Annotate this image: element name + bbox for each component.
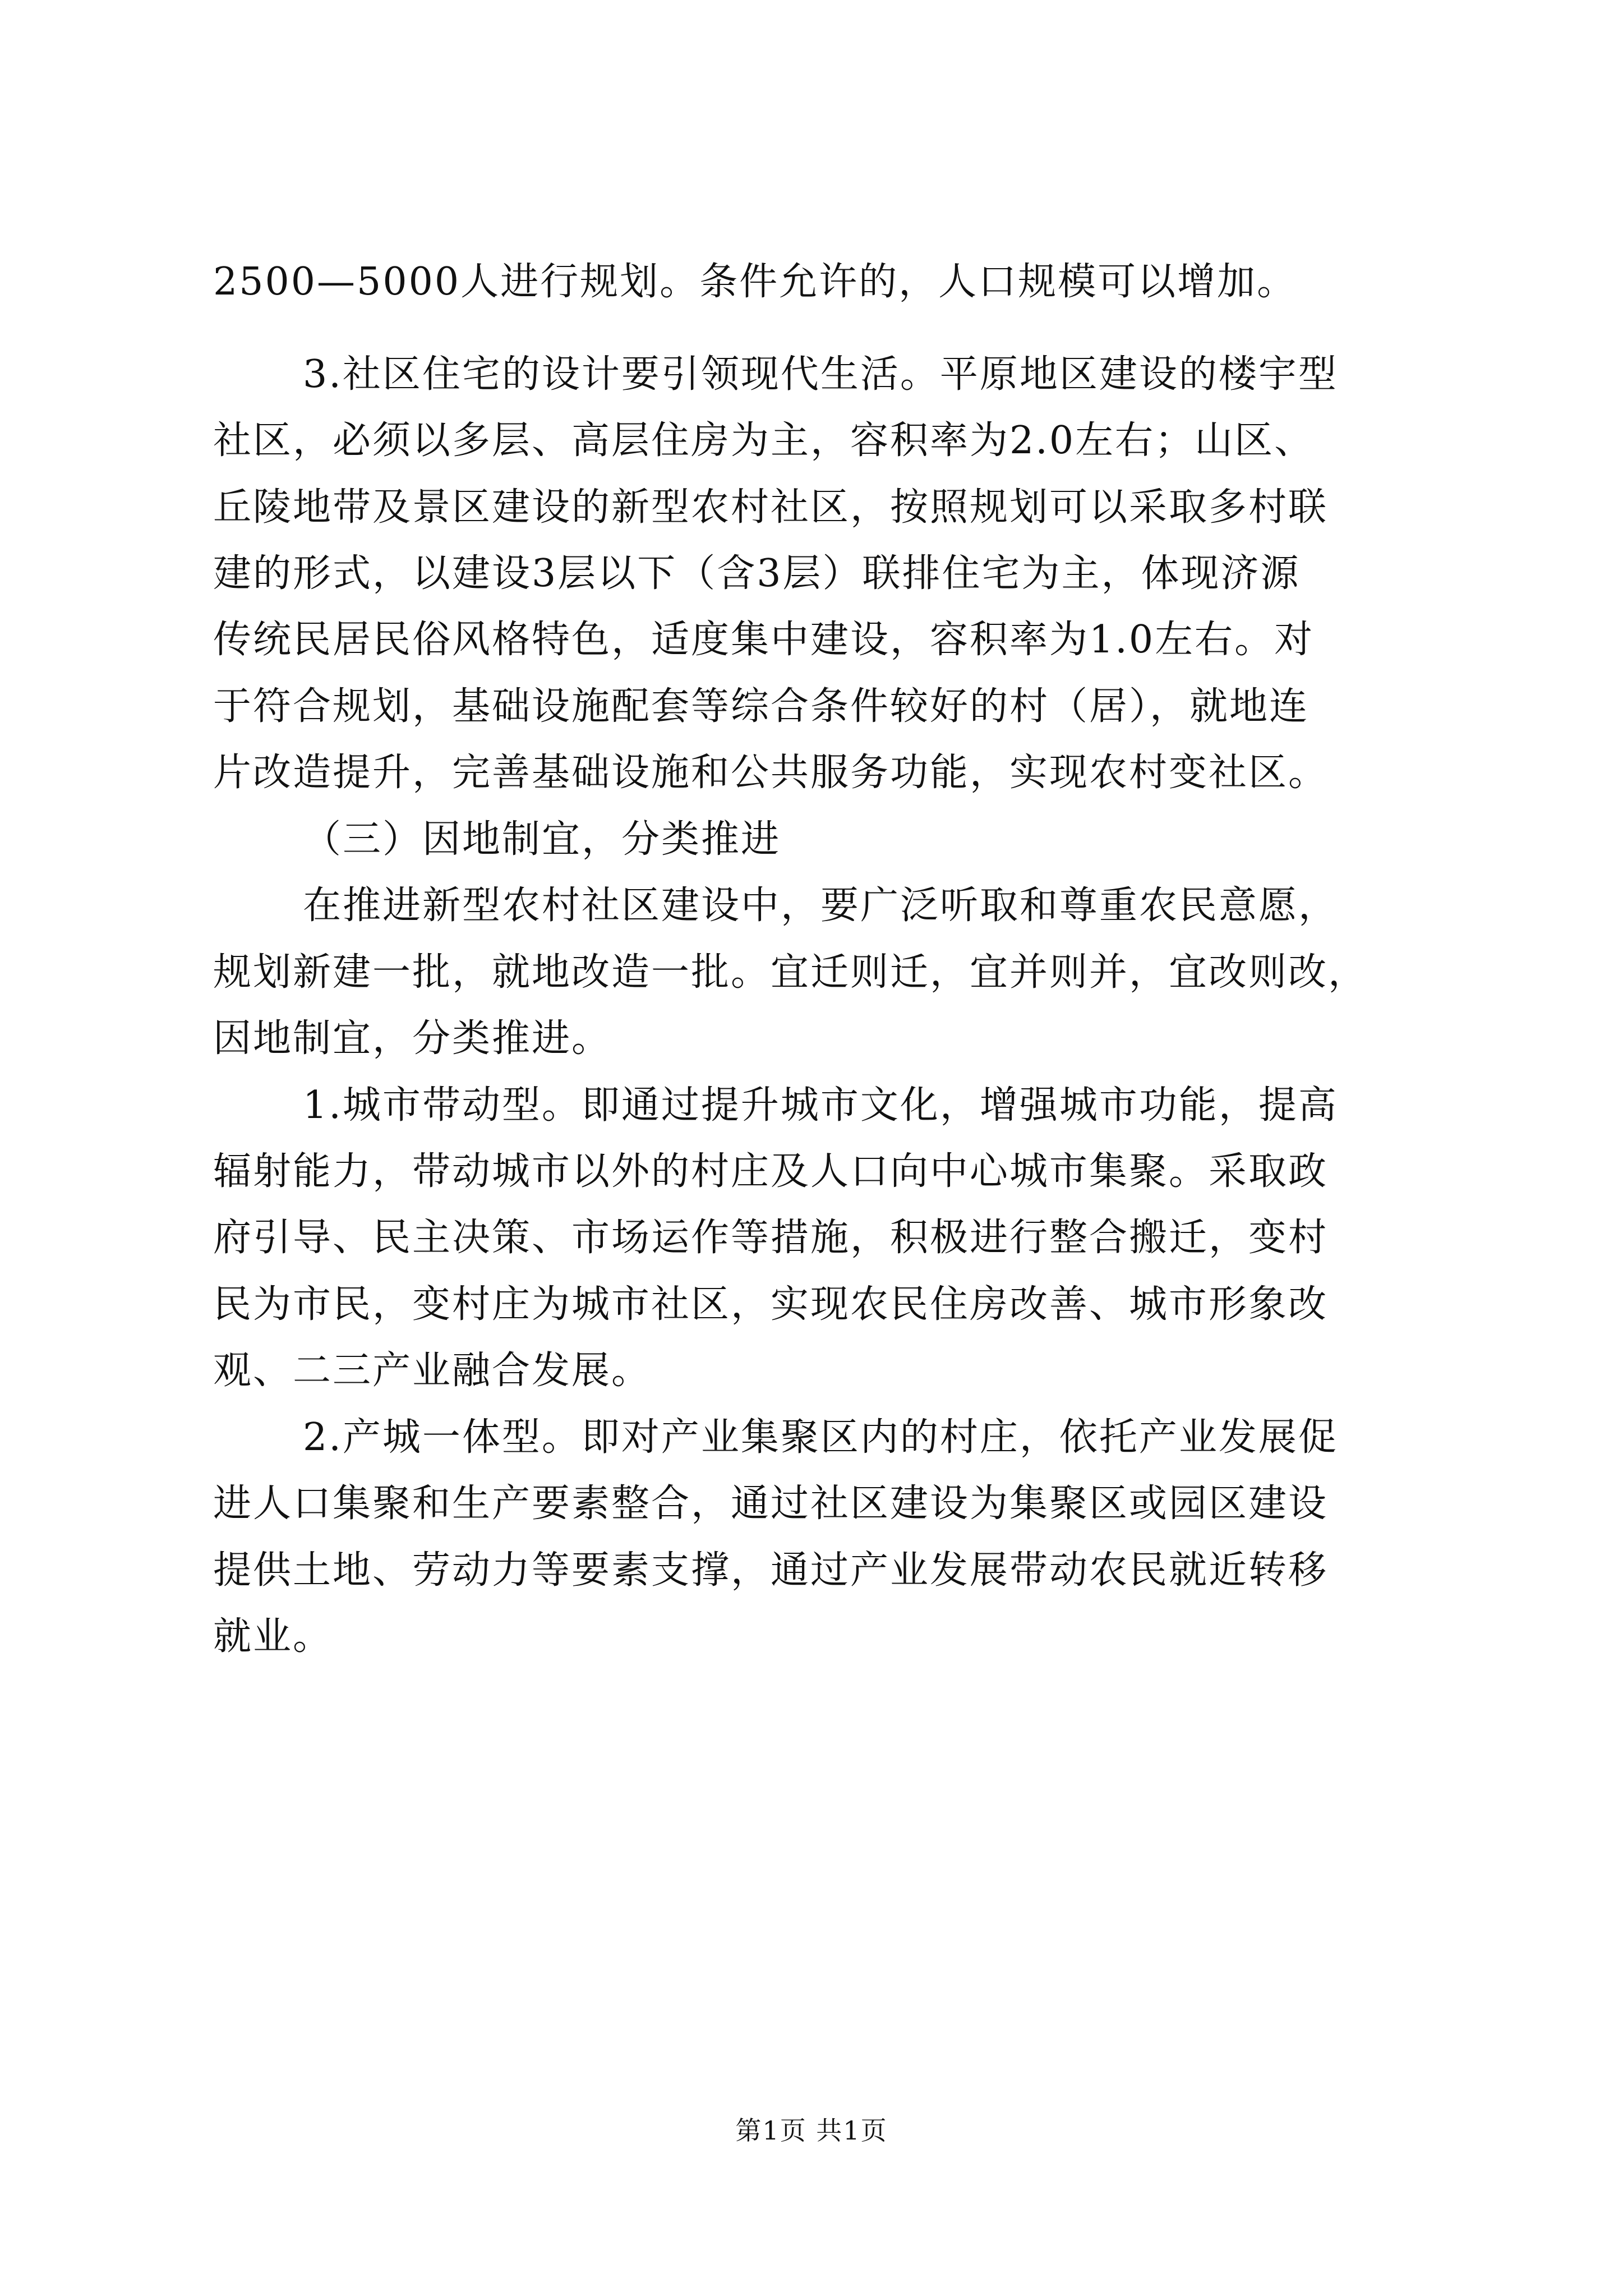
text-line: 2.产城一体型。即对产业集聚区内的村庄，依托产业发展促 (303, 1415, 1338, 1460)
text-line: 规划新建一批，就地改造一批。宜迁则迁，宜并则并，宜改则改， (213, 950, 1368, 995)
text-line: 辐射能力，带动城市以外的村庄及人口向中心城市集聚。采取政 (213, 1149, 1329, 1194)
text-line: 府引导、民主决策、市场运作等措施，积极进行整合搬迁，变村 (213, 1216, 1329, 1260)
text-line: 2500—5000人进行规划。条件允许的，人口规模可以增加。 (213, 260, 1297, 304)
text-line: 民为市民，变村庄为城市社区，实现农民住房改善、城市形象改 (213, 1282, 1329, 1327)
text-line: 建的形式，以建设3层以下（含3层）联排住宅为主，体现济源 (213, 551, 1301, 596)
text-line: 于符合规划，基础设施配套等综合条件较好的村（居），就地连 (213, 684, 1310, 729)
text-line: 进人口集聚和生产要素整合，通过社区建设为集聚区或园区建设 (213, 1481, 1329, 1526)
text-line: 因地制宜，分类推进。 (213, 1016, 612, 1061)
text-line: 丘陵地带及景区建设的新型农村社区，按照规划可以采取多村联 (213, 485, 1329, 530)
text-line: 3.社区住宅的设计要引领现代生活。平原地区建设的楼宇型 (303, 352, 1338, 397)
text-line: 提供土地、劳动力等要素支撑，通过产业发展带动农民就近转移 (213, 1548, 1329, 1593)
text-line: 在推进新型农村社区建设中，要广泛听取和尊重农民意愿， (303, 884, 1339, 928)
text-line: 就业。 (213, 1614, 333, 1659)
text-line: 社区，必须以多层、高层住房为主，容积率为2.0左右；山区、 (213, 418, 1315, 463)
text-line: 传统民居民俗风格特色，适度集中建设，容积率为1.0左右。对 (213, 618, 1315, 662)
text-line: 观、二三产业融合发展。 (213, 1349, 652, 1393)
text-line: 片改造提升，完善基础设施和公共服务功能，实现农村变社区。 (213, 751, 1329, 795)
text-line: 1.城市带动型。即通过提升城市文化，增强城市功能，提高 (303, 1083, 1338, 1128)
section-heading: （三）因地制宜，分类推进 (303, 817, 781, 862)
page-footer: 第1页 共1页 (735, 2115, 888, 2146)
